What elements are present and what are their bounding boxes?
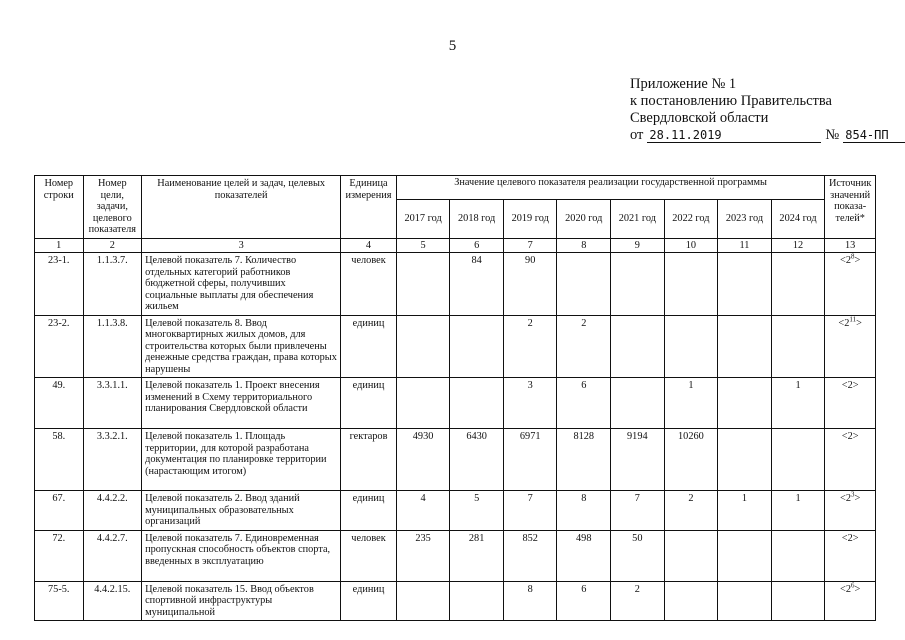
indicators-table <box>34 175 876 621</box>
appendix-title: Приложение № 1 <box>630 76 737 92</box>
value-2023 <box>718 378 772 429</box>
value-2022: 2 <box>664 491 718 531</box>
header-year: 2020 год <box>557 199 611 238</box>
value-2019: 90 <box>503 253 557 316</box>
source <box>825 429 876 491</box>
value-2022: 10260 <box>664 429 718 491</box>
value-2021 <box>611 378 665 429</box>
header-year: 2019 год <box>503 199 557 238</box>
column-number: 4 <box>341 238 397 253</box>
value-2017: 235 <box>396 530 450 581</box>
value-2020: 6 <box>557 378 611 429</box>
goal-code: 4.4.2.7. <box>83 530 142 581</box>
column-number: 1 <box>35 238 84 253</box>
unit: единиц <box>341 491 397 531</box>
unit: человек <box>341 253 397 316</box>
column-number: 3 <box>142 238 341 253</box>
goal-code: 1.1.3.7. <box>83 253 142 316</box>
source-ref-end: > <box>854 493 861 504</box>
value-2018 <box>450 315 504 378</box>
column-number: 11 <box>718 238 772 253</box>
value-2017: 4930 <box>396 429 450 491</box>
value-2018 <box>450 378 504 429</box>
row-number: 58. <box>35 429 84 491</box>
goal-code: 1.1.3.8. <box>83 315 142 378</box>
column-number: 13 <box>825 238 876 253</box>
row-number: 23-1. <box>35 253 84 316</box>
value-2020: 2 <box>557 315 611 378</box>
source <box>825 315 876 378</box>
value-2024 <box>771 253 825 316</box>
indicator-name: Целевой показатель 1. Площадь территории, для которой разработана документация по планировке территории (нарастающим итогом) <box>142 429 341 491</box>
unit: единиц <box>341 315 397 378</box>
unit: человек <box>341 530 397 581</box>
source-footnote: 3 <box>851 490 855 499</box>
value-2017 <box>396 378 450 429</box>
value-2024: 1 <box>771 378 825 429</box>
column-numbers-row <box>35 238 876 253</box>
value-2023 <box>718 581 772 621</box>
value-2023 <box>718 530 772 581</box>
indicator-name: Целевой показатель 1. Проект внесения изменений в Схему территориального планирования Свердловской области <box>142 378 341 429</box>
source-footnote: 6 <box>851 581 855 590</box>
table-row <box>35 581 876 621</box>
source-ref: <2> <box>841 380 859 391</box>
indicator-name: Целевой показатель 15. Ввод объектов спортивной инфраструктуры муниципальной <box>142 581 341 621</box>
value-2020: 8128 <box>557 429 611 491</box>
value-2024 <box>771 581 825 621</box>
table-row <box>35 253 876 316</box>
value-2022 <box>664 581 718 621</box>
value-2024 <box>771 429 825 491</box>
value-2024 <box>771 315 825 378</box>
column-number: 8 <box>557 238 611 253</box>
appendix-header <box>630 76 905 144</box>
value-2020: 8 <box>557 491 611 531</box>
number-label: № <box>825 127 840 143</box>
source-ref: <2> <box>841 431 859 442</box>
from-label: от <box>630 127 644 143</box>
unit: единиц <box>341 581 397 621</box>
row-number: 67. <box>35 491 84 531</box>
resolution-date: 28.11.2019 <box>647 128 821 143</box>
value-2020: 498 <box>557 530 611 581</box>
value-2019: 2 <box>503 315 557 378</box>
table-row <box>35 491 876 531</box>
indicator-name: Целевой показатель 7. Единовременная пропускная способность объектов спорта, введенных в эксплуатацию <box>142 530 341 581</box>
column-number: 7 <box>503 238 557 253</box>
source <box>825 530 876 581</box>
table-row <box>35 429 876 491</box>
header-name: Наименование целей и задач, целевых показателей <box>142 176 341 239</box>
value-2018: 281 <box>450 530 504 581</box>
page-number: 5 <box>448 38 457 54</box>
row-number: 49. <box>35 378 84 429</box>
source-ref: <2 <box>840 493 851 504</box>
value-2018 <box>450 581 504 621</box>
header-unit: Единица измерения <box>341 176 397 239</box>
value-2017 <box>396 581 450 621</box>
column-number: 2 <box>83 238 142 253</box>
header-year: 2023 год <box>718 199 772 238</box>
source-ref: <2 <box>840 583 851 595</box>
header-row-number: Номер строки <box>35 176 84 239</box>
source-ref: <2 <box>838 317 850 329</box>
header-year: 2022 год <box>664 199 718 238</box>
appendix-region: Свердловской области <box>630 110 769 126</box>
column-number: 6 <box>450 238 504 253</box>
value-2020: 6 <box>557 581 611 621</box>
source-ref-end: > <box>856 317 862 329</box>
goal-code: 4.4.2.2. <box>83 491 142 531</box>
value-2018: 84 <box>450 253 504 316</box>
header-row <box>35 176 876 200</box>
source-footnote: 8 <box>851 252 855 261</box>
header-source: Источник значений показа- телей* <box>825 176 876 239</box>
value-2020 <box>557 253 611 316</box>
value-2021: 7 <box>611 491 665 531</box>
value-2019: 8 <box>503 581 557 621</box>
column-number: 9 <box>611 238 665 253</box>
source-ref-end: > <box>854 583 861 595</box>
value-2019: 3 <box>503 378 557 429</box>
value-2023: 1 <box>718 491 772 531</box>
value-2019: 7 <box>503 491 557 531</box>
value-2022 <box>664 315 718 378</box>
header-year: 2024 год <box>771 199 825 238</box>
appendix-date-number <box>630 127 905 144</box>
value-2019: 852 <box>503 530 557 581</box>
source <box>825 253 876 316</box>
goal-code: 3.3.2.1. <box>83 429 142 491</box>
value-2017 <box>396 315 450 378</box>
value-2017 <box>396 253 450 316</box>
source-ref: <2 <box>840 255 851 266</box>
value-2021: 50 <box>611 530 665 581</box>
value-2021 <box>611 315 665 378</box>
value-2022: 1 <box>664 378 718 429</box>
value-2024: 1 <box>771 491 825 531</box>
table-row <box>35 530 876 581</box>
goal-code: 4.4.2.15. <box>83 581 142 621</box>
value-2018: 6430 <box>450 429 504 491</box>
value-2021: 9194 <box>611 429 665 491</box>
row-number: 75-5. <box>35 581 84 621</box>
indicator-name: Целевой показатель 7. Количество отдельных категорий работников бюджетной сферы, получивших социальные выплаты для обеспечения жильем <box>142 253 341 316</box>
value-2022 <box>664 253 718 316</box>
value-2021 <box>611 253 665 316</box>
unit: единиц <box>341 378 397 429</box>
source-footnote: 11 <box>849 315 857 324</box>
source-ref-end: > <box>854 255 861 266</box>
header-goal-number: Номер цели, задачи, целевого показателя <box>83 176 142 239</box>
resolution-number: 854-ПП <box>843 128 905 143</box>
value-2023 <box>718 315 772 378</box>
header-year: 2017 год <box>396 199 450 238</box>
row-number: 72. <box>35 530 84 581</box>
source <box>825 491 876 531</box>
header-year: 2021 год <box>611 199 665 238</box>
row-number: 23-2. <box>35 315 84 378</box>
value-2022 <box>664 530 718 581</box>
value-2024 <box>771 530 825 581</box>
value-2023 <box>718 429 772 491</box>
header-year: 2018 год <box>450 199 504 238</box>
header-values-group: Значение целевого показателя реализации государственной программы <box>396 176 825 200</box>
value-2021: 2 <box>611 581 665 621</box>
value-2023 <box>718 253 772 316</box>
indicator-name: Целевой показатель 2. Ввод зданий муниципальных образовательных организаций <box>142 491 341 531</box>
table-row <box>35 315 876 378</box>
column-number: 5 <box>396 238 450 253</box>
value-2018: 5 <box>450 491 504 531</box>
source-ref: <2> <box>841 532 859 544</box>
column-number: 10 <box>664 238 718 253</box>
column-number: 12 <box>771 238 825 253</box>
source <box>825 378 876 429</box>
table-row <box>35 378 876 429</box>
source <box>825 581 876 621</box>
indicator-name: Целевой показатель 8. Ввод многоквартирных жилых домов, для строительства которых были привлечены денежные средства граждан, права которых нарушены <box>142 315 341 378</box>
unit: гектаров <box>341 429 397 491</box>
value-2019: 6971 <box>503 429 557 491</box>
appendix-resolution: к постановлению Правительства <box>630 93 832 109</box>
goal-code: 3.3.1.1. <box>83 378 142 429</box>
value-2017: 4 <box>396 491 450 531</box>
